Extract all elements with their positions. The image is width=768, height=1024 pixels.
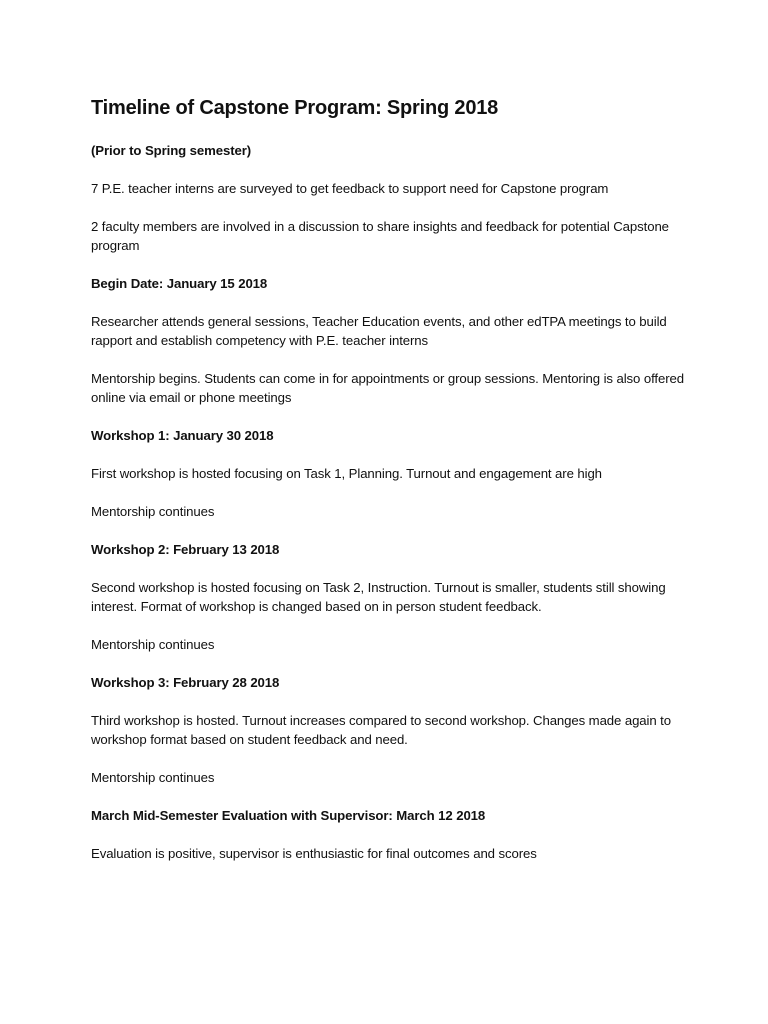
section-heading-workshop-3: Workshop 3: February 28 2018 [91,675,280,690]
paragraph-faculty: 2 faculty members are involved in a discussion to share insights and feedback for potential Capstone program [91,219,669,253]
section-heading-workshop-2: Workshop 2: February 13 2018 [91,542,280,557]
section-heading-workshop-1: Workshop 1: January 30 2018 [91,428,274,443]
paragraph-evaluation: Evaluation is positive, supervisor is enthusiastic for final outcomes and scores [91,846,537,861]
paragraph-mentorship-begins: Mentorship begins. Students can come in for appointments or group sessions. Mentoring is also offered online via email or phone meetings [91,371,684,405]
paragraph-mentorship-continues-1: Mentorship continues [91,504,215,519]
section-heading-prior: (Prior to Spring semester) [91,143,252,158]
paragraph-researcher: Researcher attends general sessions, Teacher Education events, and other edTPA meetings to build rapport and establish competency with P.E. teacher interns [91,314,667,348]
section-heading-begin-date: Begin Date: January 15 2018 [91,276,268,291]
paragraph-workshop-1: First workshop is hosted focusing on Task 1, Planning. Turnout and engagement are high [91,466,602,481]
paragraph-mentorship-continues-3: Mentorship continues [91,770,215,785]
paragraph-mentorship-continues-2: Mentorship continues [91,637,215,652]
paragraph-workshop-2: Second workshop is hosted focusing on Task 2, Instruction. Turnout is smaller, students still showing interest. Format of workshop is changed based on in person student feedback. [91,580,666,614]
paragraph-workshop-3: Third workshop is hosted. Turnout increases compared to second workshop. Changes made again to workshop format based on student feedback and need. [91,713,671,747]
document-body [91,96,691,882]
section-heading-evaluation: March Mid-Semester Evaluation with Supervisor: March 12 2018 [91,808,486,823]
paragraph-survey: 7 P.E. teacher interns are surveyed to get feedback to support need for Capstone program [91,181,609,196]
document-title: Timeline of Capstone Program: Spring 2018 [91,97,499,119]
